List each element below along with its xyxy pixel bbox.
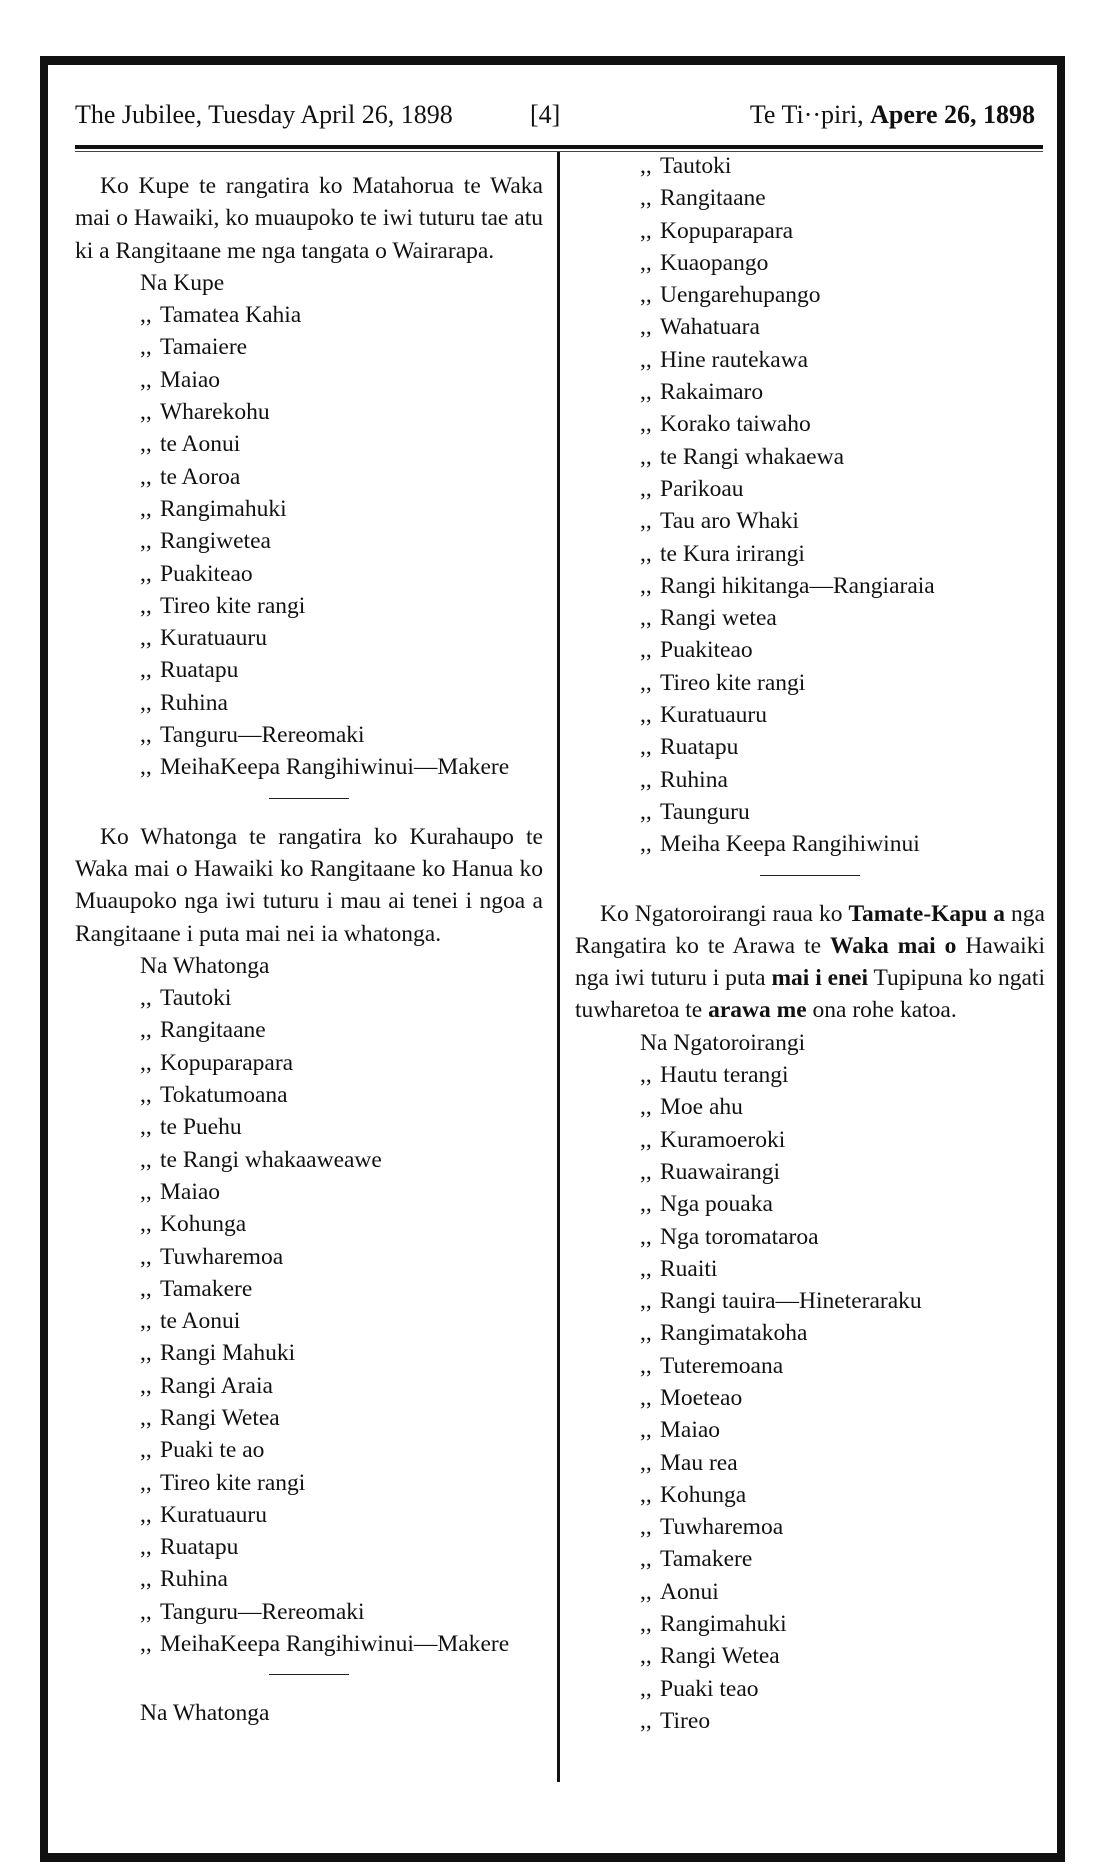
ditto-mark: ,, <box>640 1675 652 1702</box>
genealogy-name: Rangitaane <box>660 185 766 212</box>
ditto-mark: ,, <box>640 1094 652 1121</box>
ditto-mark: ,, <box>140 1340 152 1367</box>
genealogy-name: Wahatuara <box>660 314 760 341</box>
genealogy-name: Rangi wetea <box>660 605 777 632</box>
ditto-mark: ,, <box>640 831 652 858</box>
list-item <box>575 1414 1045 1446</box>
ditto-mark: ,, <box>640 1255 652 1282</box>
genealogy-name: Tau aro Whaki <box>660 508 799 535</box>
list-item <box>75 1241 543 1273</box>
genealogy-name: Kopuparapara <box>660 217 794 244</box>
list-item <box>575 150 1045 182</box>
list-heading: Na Whatonga <box>140 952 270 979</box>
ditto-mark: ,, <box>640 346 652 373</box>
genealogy-name: Rangitaane <box>160 1017 266 1044</box>
genealogy-name: Rangi Wetea <box>660 1643 780 1670</box>
list-item <box>75 461 543 493</box>
list-item <box>75 982 543 1014</box>
ditto-mark: ,, <box>640 702 652 729</box>
list-item <box>75 1563 543 1595</box>
list-item <box>75 331 543 363</box>
genealogy-name: Tireo <box>660 1707 711 1734</box>
list-item <box>575 1479 1045 1511</box>
list-item <box>75 1499 543 1531</box>
ditto-mark: ,, <box>140 399 152 426</box>
list-item <box>75 1111 543 1143</box>
genealogy-name: Mau rea <box>660 1449 738 1476</box>
genealogy-name: Tuwharemoa <box>160 1243 284 1270</box>
ditto-mark: ,, <box>640 1223 652 1250</box>
ditto-mark: ,, <box>140 722 152 749</box>
ditto-mark: ,, <box>640 1158 652 1185</box>
ditto-mark: ,, <box>140 1437 152 1464</box>
genealogy-name: Tokatumoana <box>160 1082 288 1109</box>
list-item <box>75 1370 543 1402</box>
genealogy-name: Aonui <box>660 1578 719 1605</box>
list-item <box>75 558 543 590</box>
ditto-mark: ,, <box>140 1566 152 1593</box>
list-item <box>75 1144 543 1176</box>
genealogy-name: Tireo kite rangi <box>160 592 306 619</box>
list-heading: Na Ngatoroirangi <box>640 1029 806 1056</box>
genealogy-name: Tamatea Kahia <box>160 302 302 329</box>
page-number: [4] <box>530 100 561 129</box>
genealogy-name: Tireo kite rangi <box>160 1469 306 1496</box>
list-item <box>75 428 543 460</box>
list-item <box>575 1576 1045 1608</box>
ditto-mark: ,, <box>140 1598 152 1625</box>
ditto-mark: ,, <box>140 463 152 490</box>
ditto-mark: ,, <box>140 1534 152 1561</box>
whatonga-second-list <box>75 1697 543 1729</box>
ditto-mark: ,, <box>140 366 152 393</box>
genealogy-name: Hautu terangi <box>660 1062 789 1089</box>
genealogy-name: Kohunga <box>160 1211 247 1238</box>
ditto-mark: ,, <box>640 766 652 793</box>
genealogy-name: te Rangi whakaaweawe <box>160 1146 382 1173</box>
genealogy-name: Ruaiti <box>660 1255 718 1282</box>
genealogy-name: Ruawairangi <box>660 1158 781 1185</box>
ditto-mark: ,, <box>640 1417 652 1444</box>
ngatoroirangi-descendants <box>575 1059 1045 1737</box>
section-divider <box>269 1674 349 1675</box>
ditto-mark: ,, <box>640 1611 652 1638</box>
header-left-title: The Jubilee, Tuesday April 26, 1898 <box>75 100 453 129</box>
list-item <box>575 1543 1045 1575</box>
genealogy-name: Rakaimaro <box>660 379 764 406</box>
list-item <box>575 1350 1045 1382</box>
list-item <box>75 719 543 751</box>
genealogy-name: Kuratuauru <box>160 1501 268 1528</box>
genealogy-name: Taunguru <box>660 798 750 825</box>
genealogy-name: Kohunga <box>660 1481 747 1508</box>
list-item <box>575 1705 1045 1737</box>
list-item <box>575 279 1045 311</box>
ditto-mark: ,, <box>140 985 152 1012</box>
ditto-mark: ,, <box>640 1062 652 1089</box>
list-item <box>75 1467 543 1499</box>
list-item <box>75 299 543 331</box>
genealogy-name: Ruhina <box>160 1566 228 1593</box>
list-item <box>75 1079 543 1111</box>
list-item <box>75 1176 543 1208</box>
ditto-mark: ,, <box>640 1320 652 1347</box>
list-item <box>75 525 543 557</box>
list-item <box>575 570 1045 602</box>
ditto-mark: ,, <box>640 282 652 309</box>
list-item <box>575 1673 1045 1705</box>
ditto-mark: ,, <box>640 798 652 825</box>
genealogy-name: Uengarehupango <box>660 282 821 309</box>
ditto-mark: ,, <box>640 185 652 212</box>
whatonga-descendants-continued <box>575 150 1045 861</box>
ditto-mark: ,, <box>140 592 152 619</box>
list-item <box>75 1402 543 1434</box>
list-item <box>575 731 1045 763</box>
ditto-mark: ,, <box>140 1146 152 1173</box>
genealogy-name: Tautoki <box>160 985 232 1012</box>
genealogy-name: Tanguru—Rereomaki <box>160 722 365 749</box>
header-right-title <box>750 100 1035 130</box>
ditto-mark: ,, <box>140 1469 152 1496</box>
ditto-mark: ,, <box>640 475 652 502</box>
genealogy-name: Moe ahu <box>660 1094 743 1121</box>
ditto-mark: ,, <box>640 1288 652 1315</box>
ditto-mark: ,, <box>140 431 152 458</box>
genealogy-name: te Aonui <box>160 431 241 458</box>
genealogy-name: Nga toromataroa <box>660 1223 819 1250</box>
list-item <box>75 1014 543 1046</box>
list-item <box>575 247 1045 279</box>
list-item <box>75 687 543 719</box>
genealogy-name: Tamakere <box>660 1546 753 1573</box>
whatonga-paragraph: Ko Whatonga te rangatira ko Kurahaupo te Waka mai o Hawaiki ko Rangitaane ko Hanua ko Muaupoko nga iwi tuturu i mau ai tenei i ngoa a Rangitaane i puta mai nei ia whatonga. <box>75 823 543 947</box>
list-item <box>575 505 1045 537</box>
list-item <box>575 1091 1045 1123</box>
ditto-mark: ,, <box>640 1384 652 1411</box>
list-item <box>75 364 543 396</box>
list-item <box>575 344 1045 376</box>
ngatoroirangi-paragraph: Ko Ngatoroirangi raua ko Tamate-Kapu a nga Rangatira ko te Arawa te Waka mai o Hawaiki nga iwi tuturu i puta mai i enei Tupipuna ko ngati tuwharetoa te arawa me ona rohe katoa. <box>575 900 1045 1024</box>
header-rule <box>75 145 1043 149</box>
ditto-mark: ,, <box>640 249 652 276</box>
kupe-paragraph: Ko Kupe te rangatira ko Matahorua te Waka mai o Hawaiki, ko muaupoko te iwi tuturu tae atu ki a Rangitaane me nga tangata o Wairarapa. <box>75 173 543 264</box>
genealogy-name: Ruhina <box>660 766 728 793</box>
list-heading: Na Whatonga <box>140 1700 270 1727</box>
ditto-mark: ,, <box>640 1514 652 1541</box>
genealogy-name: Rangi Araia <box>160 1372 273 1399</box>
list-item <box>575 634 1045 666</box>
genealogy-name: Rangi Mahuki <box>160 1340 296 1367</box>
ditto-mark: ,, <box>640 379 652 406</box>
list-item <box>575 1447 1045 1479</box>
ditto-mark: ,, <box>140 1017 152 1044</box>
section-divider <box>760 875 860 876</box>
genealogy-name: Moeteao <box>660 1384 743 1411</box>
ditto-mark: ,, <box>140 625 152 652</box>
list-item <box>75 493 543 525</box>
genealogy-name: Tuteremoana <box>660 1352 784 1379</box>
ditto-mark: ,, <box>640 1126 652 1153</box>
genealogy-name: MeihaKeepa Rangihiwinui—Makere <box>160 754 510 781</box>
ditto-mark: ,, <box>640 605 652 632</box>
ditto-mark: ,, <box>640 314 652 341</box>
ditto-mark: ,, <box>640 572 652 599</box>
genealogy-name: Tireo kite rangi <box>660 669 806 696</box>
genealogy-name: Meiha Keepa Rangihiwinui <box>660 831 920 858</box>
genealogy-name: Rangimahuki <box>660 1611 787 1638</box>
list-item <box>575 1059 1045 1091</box>
list-item <box>75 622 543 654</box>
ditto-mark: ,, <box>640 153 652 179</box>
list-item <box>575 1188 1045 1220</box>
right-column <box>575 153 1045 1737</box>
genealogy-name: te Aonui <box>160 1308 241 1335</box>
genealogy-name: Kopuparapara <box>160 1049 294 1076</box>
kupe-descendants <box>75 299 543 783</box>
list-item <box>75 590 543 622</box>
ditto-mark: ,, <box>140 1114 152 1141</box>
genealogy-name: Korako taiwaho <box>660 411 811 438</box>
list-item <box>575 1156 1045 1188</box>
ditto-mark: ,, <box>640 411 652 438</box>
list-item <box>75 396 543 428</box>
genealogy-name: Ruatapu <box>660 734 739 761</box>
list-item <box>75 1628 543 1660</box>
ditto-mark: ,, <box>640 734 652 761</box>
list-item <box>575 602 1045 634</box>
list-item <box>575 1511 1045 1543</box>
list-item <box>575 828 1045 860</box>
ditto-mark: ,, <box>140 689 152 716</box>
ditto-mark: ,, <box>140 1243 152 1270</box>
list-item <box>75 1596 543 1628</box>
genealogy-name: Puaki te ao <box>160 1437 265 1464</box>
genealogy-name: Maiao <box>160 1178 221 1205</box>
list-item <box>575 796 1045 828</box>
ditto-mark: ,, <box>140 1631 152 1658</box>
genealogy-name: Tamakere <box>160 1275 253 1302</box>
list-item <box>575 764 1045 796</box>
ditto-mark: ,, <box>640 1578 652 1605</box>
ditto-mark: ,, <box>640 443 652 470</box>
ditto-mark: ,, <box>140 334 152 361</box>
list-item <box>575 1221 1045 1253</box>
list-heading: Na Kupe <box>140 269 225 296</box>
ditto-mark: ,, <box>640 217 652 244</box>
list-item <box>75 1047 543 1079</box>
ditto-mark: ,, <box>640 1449 652 1476</box>
genealogy-name: Rangi tauira—Hineteraraku <box>660 1288 922 1315</box>
ditto-mark: ,, <box>140 495 152 522</box>
genealogy-name: Tuwharemoa <box>660 1514 784 1541</box>
list-item <box>575 1317 1045 1349</box>
ditto-mark: ,, <box>640 1643 652 1670</box>
list-item <box>75 1337 543 1369</box>
genealogy-name: Tautoki <box>660 153 732 179</box>
list-item <box>575 1640 1045 1672</box>
kupe-genealogy-list <box>75 267 543 299</box>
genealogy-name: Kuratuauru <box>660 702 768 729</box>
ditto-mark: ,, <box>140 1308 152 1335</box>
genealogy-name: Parikoau <box>660 475 744 502</box>
list-item <box>575 667 1045 699</box>
list-item <box>575 1285 1045 1317</box>
genealogy-name: te Rangi whakaewa <box>660 443 845 470</box>
ditto-mark: ,, <box>640 540 652 567</box>
ditto-mark: ,, <box>640 508 652 535</box>
genealogy-name: Rangi hikitanga—Rangiaraia <box>660 572 935 599</box>
genealogy-name: te Aoroa <box>160 463 241 490</box>
genealogy-name: Wharekohu <box>160 399 270 426</box>
list-item <box>575 473 1045 505</box>
list-item <box>575 311 1045 343</box>
whatonga-genealogy-list <box>75 950 543 982</box>
ditto-mark: ,, <box>640 1707 652 1734</box>
ditto-mark: ,, <box>140 1501 152 1528</box>
genealogy-name: Kuaopango <box>660 249 769 276</box>
ditto-mark: ,, <box>140 1275 152 1302</box>
genealogy-name: Ruatapu <box>160 1534 239 1561</box>
list-item <box>75 1273 543 1305</box>
genealogy-name: MeihaKeepa Rangihiwinui—Makere <box>160 1631 510 1658</box>
list-item <box>575 376 1045 408</box>
genealogy-name: Nga pouaka <box>660 1191 773 1218</box>
ditto-mark: ,, <box>140 1049 152 1076</box>
ditto-mark: ,, <box>140 528 152 555</box>
list-item <box>75 1208 543 1240</box>
column-divider <box>557 152 560 1782</box>
ditto-mark: ,, <box>140 754 152 781</box>
ditto-mark: ,, <box>640 1546 652 1573</box>
genealogy-name: te Kura irirangi <box>660 540 805 567</box>
list-item <box>575 538 1045 570</box>
list-item <box>75 1305 543 1337</box>
ditto-mark: ,, <box>140 657 152 684</box>
list-item <box>575 1382 1045 1414</box>
ditto-mark: ,, <box>640 1352 652 1379</box>
genealogy-name: Ruhina <box>160 689 228 716</box>
list-item <box>75 751 543 783</box>
list-item <box>75 654 543 686</box>
genealogy-name: Rangiwetea <box>160 528 271 555</box>
ngatoroirangi-genealogy-list <box>575 1027 1045 1059</box>
ditto-mark: ,, <box>140 1082 152 1109</box>
ditto-mark: ,, <box>140 1178 152 1205</box>
left-column <box>75 170 543 1730</box>
genealogy-name: Puakiteao <box>160 560 253 587</box>
ditto-mark: ,, <box>640 1191 652 1218</box>
list-item <box>575 1253 1045 1285</box>
ditto-mark: ,, <box>640 1481 652 1508</box>
list-item <box>575 215 1045 247</box>
ditto-mark: ,, <box>140 1211 152 1238</box>
genealogy-name: Rangi Wetea <box>160 1404 280 1431</box>
genealogy-name: Puaki teao <box>660 1675 759 1702</box>
header-right-date: Apere 26, 1898 <box>870 100 1035 129</box>
genealogy-name: Puakiteao <box>660 637 753 664</box>
list-item <box>575 182 1045 214</box>
list-item <box>575 1608 1045 1640</box>
ditto-mark: ,, <box>140 560 152 587</box>
genealogy-name: Maiao <box>160 366 221 393</box>
genealogy-name: Kuramoeroki <box>660 1126 786 1153</box>
list-item <box>575 408 1045 440</box>
genealogy-name: Maiao <box>660 1417 721 1444</box>
list-item <box>575 1124 1045 1156</box>
genealogy-name: Rangimatakoha <box>660 1320 808 1347</box>
genealogy-name: Ruatapu <box>160 657 239 684</box>
ditto-mark: ,, <box>640 669 652 696</box>
genealogy-name: Tamaiere <box>160 334 248 361</box>
list-item <box>75 1531 543 1563</box>
header-right-plain: Te Ti··piri, <box>749 100 871 129</box>
ditto-mark: ,, <box>140 1404 152 1431</box>
whatonga-descendants <box>75 982 543 1660</box>
ditto-mark: ,, <box>640 637 652 664</box>
genealogy-name: te Puehu <box>160 1114 242 1141</box>
genealogy-name: Hine rautekawa <box>660 346 809 373</box>
page-header <box>75 100 1035 140</box>
list-item <box>575 441 1045 473</box>
ditto-mark: ,, <box>140 1372 152 1399</box>
section-divider <box>269 798 349 799</box>
list-item <box>75 1434 543 1466</box>
genealogy-name: Tanguru—Rereomaki <box>160 1598 365 1625</box>
list-item <box>575 699 1045 731</box>
genealogy-name: Rangimahuki <box>160 495 287 522</box>
genealogy-name: Kuratuauru <box>160 625 268 652</box>
ditto-mark: ,, <box>140 302 152 329</box>
